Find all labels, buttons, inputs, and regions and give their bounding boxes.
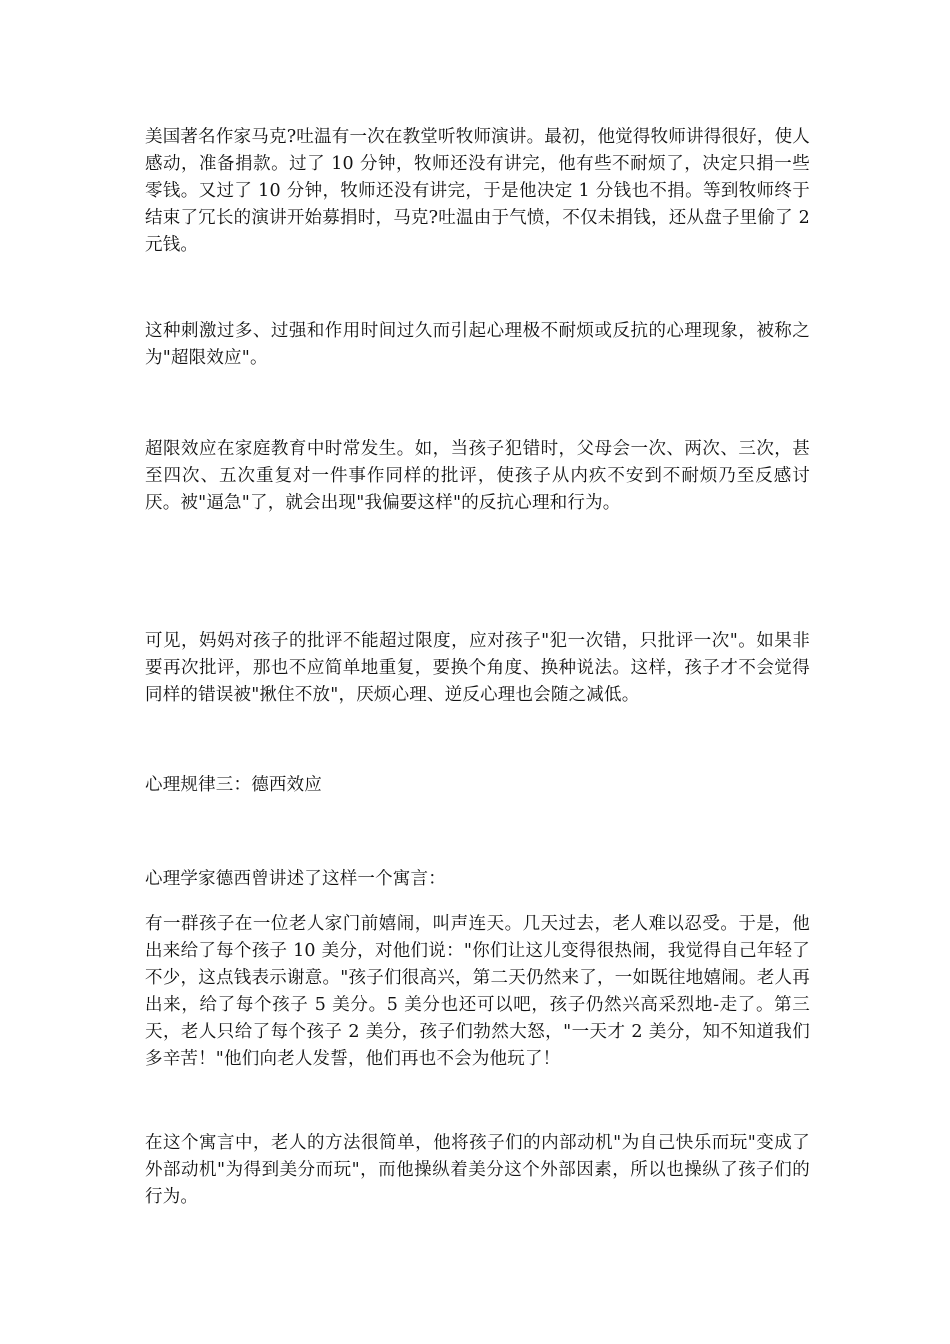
section-heading-deci-effect: 心理规律三：德西效应 <box>145 775 322 795</box>
paragraph-overlimit-family: 超限效应在家庭教育中时常发生。如，当孩子犯错时，父母会一次、两次、三次，甚至四次、五次重复对一件事作同样的批评，使孩子从内疚不安到不耐烦乃至反感讨厌。被"逼急"了，就会出现"我偏要这样"的反抗心理和行为。 <box>145 439 810 513</box>
paragraph-fable: 有一群孩子在一位老人家门前嬉闹，叫声连天。几天过去，老人难以忍受。于是，他出来给了每个孩子 10 美分，对他们说："你们让这儿变得很热闹，我觉得自己年轻了不少，这点钱表示谢意。"孩子们很高兴，第二天仍然来了，一如既往地嬉闹。老人再出来，给了每个孩子 5 美分。5 美分也还可以吧，孩子仍然兴高采烈地-走了。第三天，老人只给了每个孩子 2 美分，孩子们勃然大怒，"一天才 2 美分，知不知道我们多辛苦！"他们向老人发誓，他们再也不会为他玩了！ <box>145 914 810 1069</box>
paragraph-fable-explanation: 在这个寓言中，老人的方法很简单，他将孩子们的内部动机"为自己快乐而玩"变成了外部动机"为得到美分而玩"，而他操纵着美分这个外部因素，所以也操纵了孩子们的行为。 <box>145 1133 810 1207</box>
paragraph-mark-twain-story: 美国著名作家马克?吐温有一次在教堂听牧师演讲。最初，他觉得牧师讲得很好，使人感动，准备捐款。过了 10 分钟，牧师还没有讲完，他有些不耐烦了，决定只捐一些零钱。又过了 10 分钟，牧师还没有讲完，于是他决定 1 分钱也不捐。等到牧师终于结束了冗长的演讲开始募捐时，马克?吐温由于气愤，不仅未捐钱，还从盘子里偷了 2 元钱。 <box>145 127 810 255</box>
paragraph-deci-intro: 心理学家德西曾讲述了这样一个寓言： <box>145 869 446 889</box>
paragraph-criticism-advice: 可见，妈妈对孩子的批评不能超过限度，应对孩子"犯一次错，只批评一次"。如果非要再次批评，那也不应简单地重复，要换个角度、换种说法。这样，孩子才不会觉得同样的错误被"揪住不放"，厌烦心理、逆反心理也会随之减低。 <box>145 631 810 705</box>
paragraph-overlimit-definition: 这种刺激过多、过强和作用时间过久而引起心理极不耐烦或反抗的心理现象，被称之为"超限效应"。 <box>145 321 810 368</box>
